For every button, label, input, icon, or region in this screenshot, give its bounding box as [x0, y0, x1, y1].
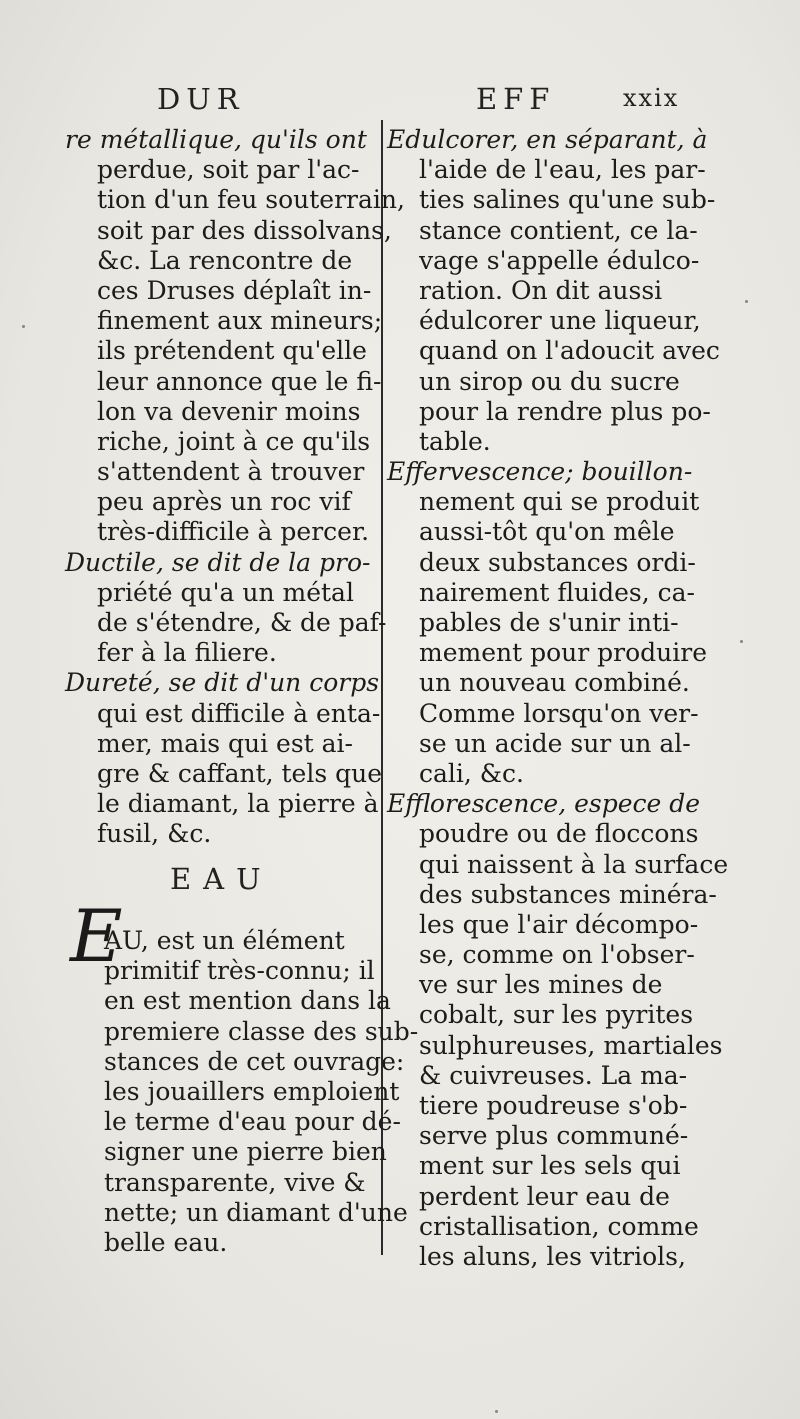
- text-line: aussi-tôt qu'on mêle: [419, 517, 675, 547]
- text-line: des substances minéra-: [419, 879, 717, 909]
- text-line: leur annonce que le fi-: [97, 366, 382, 396]
- text-line: nette; un diamant d'une: [104, 1197, 408, 1227]
- text-line: pables de s'unir inti-: [419, 608, 679, 637]
- text-line: se un acide sur un al-: [419, 728, 691, 758]
- text-line: très-difficile à percer.: [97, 517, 370, 547]
- text-line: & cuivreuses. La ma-: [419, 1060, 688, 1090]
- text-line: perdent leur eau de: [419, 1181, 670, 1211]
- text-line: l'aide de l'eau, les par-: [419, 155, 706, 185]
- text-line: primitif très-connu; il: [104, 956, 375, 986]
- text-line: gre & caffant, tels que: [97, 758, 383, 788]
- text-line: le diamant, la pierre à: [97, 789, 379, 819]
- entry-headword-line: Dureté, se dit d'un corps: [65, 668, 380, 698]
- text-line: table.: [419, 426, 491, 456]
- entry-headword-line: Edulcorer, en séparant, à: [387, 125, 708, 154]
- text-line: ve sur les mines de: [419, 970, 663, 1000]
- text-line: tion d'un feu souterrain,: [97, 185, 405, 215]
- text-line: peu après un roc vif: [97, 487, 351, 517]
- text-line: premiere classe des sub-: [104, 1016, 419, 1046]
- text-line: ces Druses déplaît in-: [97, 275, 372, 305]
- text-line: finement aux mineurs;: [97, 306, 383, 336]
- text-line: belle eau.: [104, 1227, 228, 1257]
- text-line: ils prétendent qu'elle: [97, 336, 367, 366]
- text-line: fer à la filiere.: [97, 638, 277, 668]
- text-line: Comme lorsqu'on ver-: [419, 698, 699, 728]
- entry-headword-line: re métallique, qu'ils ont: [65, 125, 367, 154]
- entry-headword-line: Effervescence; bouillon-: [387, 457, 693, 487]
- text-line: ration. On dit aussi: [419, 275, 663, 305]
- text-line: sulphureuses, martiales: [419, 1030, 723, 1060]
- text-line: un sirop ou du sucre: [419, 366, 680, 396]
- text-line: mement pour produire: [419, 638, 708, 668]
- eau-entry: [104, 926, 419, 1258]
- entry-headword-line: Efflorescence, espece de: [387, 789, 701, 819]
- text-line: transparente, vive &: [104, 1167, 366, 1197]
- text-line: fusil, &c.: [97, 819, 212, 849]
- text-line: qui est difficile à enta-: [97, 698, 381, 728]
- text-line: de s'étendre, & de paf-: [97, 608, 387, 637]
- text-line: soit par des dissolvans,: [97, 215, 392, 245]
- text-line: tiere poudreuse s'ob-: [419, 1091, 688, 1120]
- page-number: xxix: [623, 84, 680, 112]
- text-line: stance contient, ce la-: [419, 215, 698, 245]
- text-line: quand on l'adoucit avec: [419, 336, 720, 366]
- text-line: les aluns, les vitriols,: [419, 1241, 686, 1271]
- right-column: [387, 125, 729, 1272]
- text-line: stances de cet ouvrage:: [104, 1046, 405, 1076]
- section-heading-eau: EAU: [170, 862, 273, 896]
- text-line: AU, est un élément: [104, 926, 345, 955]
- text-line: nairement fluides, ca-: [419, 577, 695, 607]
- text-line: riche, joint à ce qu'ils: [97, 426, 371, 456]
- text-line: en est mention dans la: [104, 986, 391, 1016]
- left-column: [65, 125, 405, 850]
- text-line: perdue, soit par l'ac-: [97, 155, 360, 185]
- running-head-right: EFF: [476, 82, 556, 116]
- text-line: mer, mais qui est ai-: [97, 728, 353, 758]
- text-line: cristallisation, comme: [419, 1211, 699, 1241]
- text-line: ties salines qu'une sub-: [419, 185, 716, 215]
- paper-speck: [740, 640, 743, 643]
- text-line: les jouaillers emploient: [104, 1076, 400, 1106]
- text-line: cobalt, sur les pyrites: [419, 1000, 694, 1030]
- text-line: &c. La rencontre de: [97, 245, 353, 275]
- paper-speck: [745, 300, 748, 303]
- paper-speck: [22, 325, 25, 328]
- text-line: le terme d'eau pour dé-: [104, 1107, 401, 1137]
- text-line: vage s'appelle édulco-: [419, 245, 700, 275]
- text-line: signer une pierre bien: [104, 1137, 387, 1167]
- text-line: serve plus communé-: [419, 1121, 689, 1151]
- text-line: nement qui se produit: [419, 487, 700, 517]
- entry-headword-line: Ductile, se dit de la pro-: [65, 547, 371, 577]
- text-line: s'attendent à trouver: [97, 457, 365, 487]
- text-line: pour la rendre plus po-: [419, 396, 711, 426]
- text-line: édulcorer une liqueur,: [419, 306, 701, 336]
- paper-speck: [495, 1410, 498, 1413]
- running-head-left: DUR: [157, 82, 245, 116]
- text-line: ment sur les sels qui: [419, 1151, 681, 1181]
- text-line: lon va devenir moins: [97, 396, 361, 426]
- text-line: cali, &c.: [419, 758, 524, 788]
- text-line: priété qu'a un métal: [97, 577, 354, 607]
- drop-cap: E: [70, 894, 123, 978]
- text-line: qui naissent à la surface: [419, 849, 729, 879]
- text-line: deux substances ordi-: [419, 547, 696, 577]
- text-line: un nouveau combiné.: [419, 668, 690, 698]
- text-line: se, comme on l'obser-: [419, 940, 695, 970]
- text-line: les que l'air décompo-: [419, 909, 699, 939]
- text-line: poudre ou de floccons: [419, 819, 699, 849]
